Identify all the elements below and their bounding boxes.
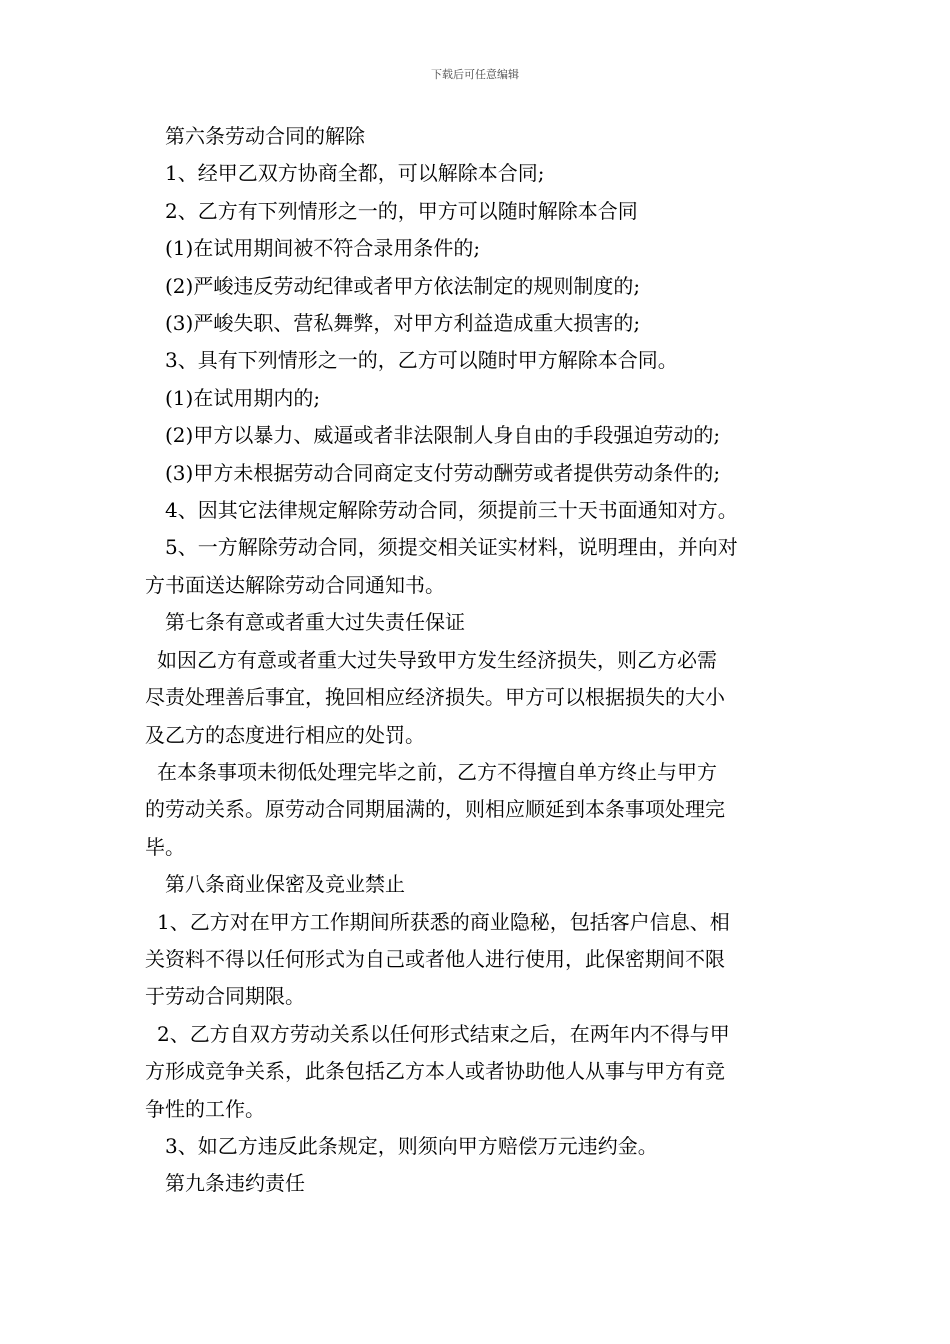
article-6-title: 第六条劳动合同的解除 (165, 124, 365, 148)
clause-6-3-item-2: (2)甲方以暴力、威逼或者非法限制人身自由的手段强迫劳动的; (165, 423, 721, 448)
article-8-c2-line-3: 争性的工作。 (145, 1096, 265, 1121)
article-7-p2-line-3: 毕。 (145, 834, 185, 859)
clause-6-2-item-2: (2)严峻违反劳动纪律或者甲方依法制定的规则制度的; (165, 273, 641, 298)
article-8-c1-line-2: 关资料不得以任何形式为自己或者他人进行使用，此保密期间不限 (145, 946, 725, 971)
article-8-c2-line-2: 方形成竞争关系，此条包括乙方本人或者协助他人从事与甲方有竞 (145, 1059, 725, 1084)
clause-6-1: 1、经甲乙双方协商全都，可以解除本合同; (165, 161, 545, 186)
page-header-note: 下载后可任意编辑 (431, 68, 519, 81)
article-7-p1-line-2: 尽责处理善后事宜，挽回相应经济损失。甲方可以根据损失的大小 (145, 685, 725, 710)
article-8-clause-3: 3、如乙方违反此条规定，则须向甲方赔偿万元违约金。 (165, 1133, 658, 1158)
article-7-p2-line-1: 在本条事项未彻低处理完毕之前，乙方不得擅自单方终止与甲方 (157, 759, 717, 784)
article-7-p1-line-3: 及乙方的态度进行相应的处罚。 (145, 722, 425, 747)
article-8-clause-1 (145, 904, 805, 1016)
clause-6-2: 2、乙方有下列情形之一的，甲方可以随时解除本合同 (165, 198, 638, 223)
clause-6-3: 3、具有下列情形之一的，乙方可以随时甲方解除本合同。 (165, 348, 678, 373)
article-7-paragraph-1 (145, 642, 805, 754)
article-7-p1-line-1: 如因乙方有意或者重大过失导致甲方发生经济损失，则乙方必需 (157, 647, 717, 672)
clause-6-2-item-1: (1)在试用期间被不符合录用条件的; (165, 236, 481, 261)
clause-6-3-item-3: (3)甲方未根据劳动合同商定支付劳动酬劳或者提供劳动条件的; (165, 460, 721, 485)
article-8-c1-line-1: 1、乙方对在甲方工作期间所获悉的商业隐秘，包括客户信息、相 (157, 909, 730, 934)
clause-6-2-item-3: (3)严峻失职、营私舞弊，对甲方利益造成重大损害的; (165, 311, 641, 336)
clause-6-4: 4、因其它法律规定解除劳动合同，须提前三十天书面通知对方。 (165, 498, 738, 523)
article-8-title: 第八条商业保密及竞业禁止 (165, 872, 405, 897)
clause-6-3-item-1: (1)在试用期内的; (165, 385, 321, 410)
article-7-paragraph-2 (145, 754, 805, 866)
article-9-title: 第九条违约责任 (165, 1171, 305, 1196)
article-7-title: 第七条有意或者重大过失责任保证 (165, 610, 465, 635)
clause-6-5-line-1: 5、一方解除劳动合同，须提交相关证实材料，说明理由，并向对 (165, 535, 738, 560)
article-8-c2-line-1: 2、乙方自双方劳动关系以任何形式结束之后，在两年内不得与甲 (157, 1021, 730, 1046)
clause-6-5 (145, 529, 805, 604)
article-8-clause-2 (145, 1016, 805, 1128)
article-8-c1-line-3: 于劳动合同期限。 (145, 984, 305, 1009)
document-body (145, 118, 805, 1203)
clause-6-5-line-2: 方书面送达解除劳动合同通知书。 (145, 572, 445, 597)
article-7-p2-line-2: 的劳动关系。原劳动合同期届满的，则相应顺延到本条事项处理完 (145, 797, 725, 822)
